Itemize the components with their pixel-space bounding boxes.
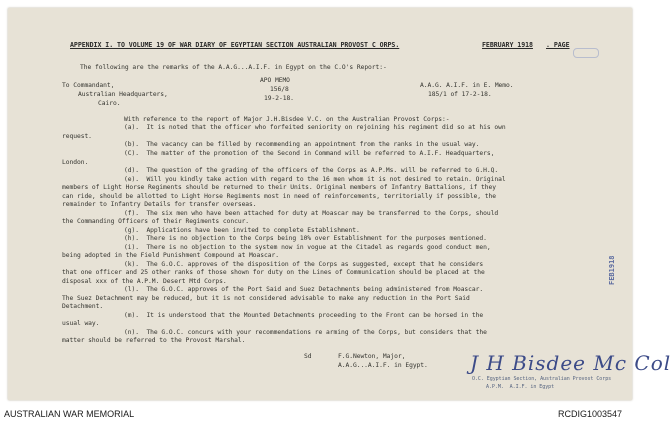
body-line: disposal xxx of the A.P.M. Desert Mtd Corps. (62, 278, 227, 285)
page-label: . PAGE (546, 41, 570, 49)
intro-line: The following are the remarks of the A.A.G...A.I.F. in Egypt on the C.O's Report:- (80, 64, 387, 71)
month-label: FEBRUARY 1918 (482, 41, 533, 49)
memo-number: 156/8 (270, 86, 289, 93)
body-line: (m). It is understood that the Mounted Detachments proceeding to the Front can be horsed in the (124, 312, 484, 319)
body-line: that one officer and 25 other ranks of those shown for duty on the Lines of Communication should be placed at the (62, 269, 485, 276)
body-line: (C). The matter of the promotion of the Second in Command will be referred to A.I.F. Headquarters, (124, 150, 495, 157)
body-line: members of Light Horse Regiments should be returned to their Units. Original members of Infantry Battalions, if they (62, 184, 496, 191)
body-line: (i). There is no objection to the system now in vogue at the Citadel as regards good conduct men, (124, 244, 491, 251)
body-line: (h). There is no objection to the Corps being 10% over Establishment for the purposes mentioned. (124, 235, 487, 242)
body-line: (g). Applications have been invited to complete Establishment. (124, 227, 360, 234)
footer-archive: AUSTRALIAN WAR MEMORIAL (4, 409, 135, 419)
body-line: With reference to the report of Major J.H.Bisdee V.C. on the Australian Provost Corps:- (124, 116, 450, 123)
body-line: remainder to Infantry Details for transfer overseas. (62, 201, 257, 208)
handwritten-signature: J H Bisdee Mc Col (470, 351, 671, 375)
body-line: Detachment. (62, 303, 104, 310)
signature-name: F.G.Newton, Major, (338, 353, 406, 360)
office-stamp-line: A.P.M. A.I.F. in Egypt (486, 384, 555, 390)
body-line: The Suez Detachment may be reduced, but it is not considered advisable to make any reduction in the Port Said (62, 295, 470, 302)
signature-title: A.A.G...A.I.F. in Egypt. (338, 362, 428, 369)
address-city: Cairo. (98, 100, 121, 107)
body-line: (f). The six men who have been attached for duty at Moascar may be transferred to the Corps, should (124, 210, 499, 217)
reference-number: 185/1 of 17-2-18. (428, 91, 492, 98)
document-page (8, 8, 671, 400)
body-line: (l). The G.O.C. approves of the Port Said and Suez Detachments being administered from Moascar. (124, 286, 484, 293)
body-line: (n). The G.O.C. concurs with your recommendations re arming of the Corps, but considers that the (124, 329, 487, 336)
memo-label: APO MEMO (260, 77, 290, 84)
body-line: can ride, should be allotted to Light Horse Regiments most in need of reinforcements, territorially if possible, the (62, 193, 496, 200)
body-line: London. (62, 159, 89, 166)
reference-label: A.A.G. A.I.F. in E. Memo. (420, 82, 514, 89)
body-line: usual way. (62, 320, 100, 327)
appendix-title: APPENDIX I. TO VOLUME 19 OF WAR DIARY OF EGYPTIAN SECTION AUSTRALIAN PROVOST C ORPS. (70, 41, 400, 49)
body-line: the Commanding Officers of their Regiments concur. (62, 218, 250, 225)
body-line: (a). It is noted that the officer who forfeited seniority on rejoining his regiment did so at his own (124, 124, 506, 131)
body-line: being adopted in the Field Punishment Compound at Moascar. (62, 252, 279, 259)
body-line: (e). Will you kindly take action with regard to the 16 men whom it is not desired to retain. Original (124, 176, 506, 183)
page-number-mark (573, 48, 599, 58)
body-line: request. (62, 133, 92, 140)
signature-sd: Sd (304, 353, 312, 360)
footer-id: RCDIG1003547 (558, 409, 623, 419)
body-line: (k). The G.O.C. approves of the disposition of the Corps as suggested, except that he considers (124, 261, 484, 268)
address-to: To Commandant, (62, 82, 115, 89)
office-stamp-line: O.C. Egyptian Section, Australian Provost Corps (472, 376, 612, 382)
memo-date: 19-2-18. (264, 95, 294, 102)
body-line: (d). The question of the grading of the officers of the Corps as A.P.Ms. will be referred to G.H.Q. (124, 167, 499, 174)
body-line: matter should be referred to the Provost Marshal. (62, 337, 246, 344)
address-org: Australian Headquarters, (78, 91, 168, 98)
body-line: (b). The vacancy can be filled by recommending an appointment from the ranks in the usual way. (124, 141, 480, 148)
date-stamp: FEB1918 (608, 255, 616, 285)
